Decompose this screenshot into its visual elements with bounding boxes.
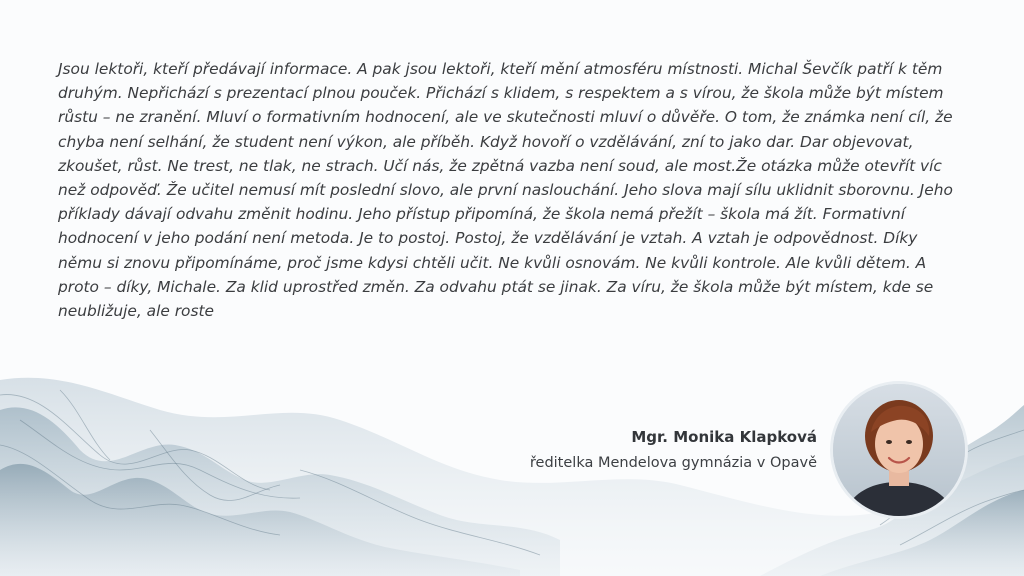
signature-role: ředitelka Mendelova gymnázia v Opavě — [529, 455, 817, 471]
avatar — [833, 384, 965, 516]
portrait-photo-icon — [833, 384, 965, 516]
quote-text: Jsou lektoři, kteří předávají informace. A pak jsou lektoři, kteří mění atmosféru místnosti. Michal Ševčík patří k těm druhým. Nepřichází s prezentací plnou pouček. Přichází s klidem, s respektem a s vírou, že škola může být místem růstu – ne zranění. Mluví o formativním hodnocení, ale ve skutečnosti mluví o důvěře. O tom, že známka není cíl, že chyba není selhání, že student není výkon, ale příběh. Když hovoří o vzdělávání, zní to jako dar. Dar objevovat, zkoušet, růst. Ne trest, ne tlak, ne strach. Učí nás, že zpětná vazba není soud, ale most.Že otázka může otevřít víc než odpověď. Že učitel nemusí mít poslední slovo, ale první naslouchání. Jeho slova mají sílu uklidnit sborovnu. Jeho příklady dávají odvahu změnit hodinu. Jeho přístup připomíná, že škola nemá přežít – škola má žít. Formativní hodnocení v jeho podání není metoda. Je to postoj. Postoj, že vzdělávání je vztah. A vztah je odpovědnost. Díky němu si znovu připomínáme, proč jsme kdysi chtěli učit. Ne kvůli osnovám. Ne kvůli kontrole. Ale kvůli dětem. A proto – díky, Michale. Za klid uprostřed změn. Za odvahu ptát se jinak. Za víru, že škola může být místem, kde se neubližuje, ale roste — [58, 60, 953, 321]
signature-name: Mgr. Monika Klapková — [631, 428, 817, 446]
